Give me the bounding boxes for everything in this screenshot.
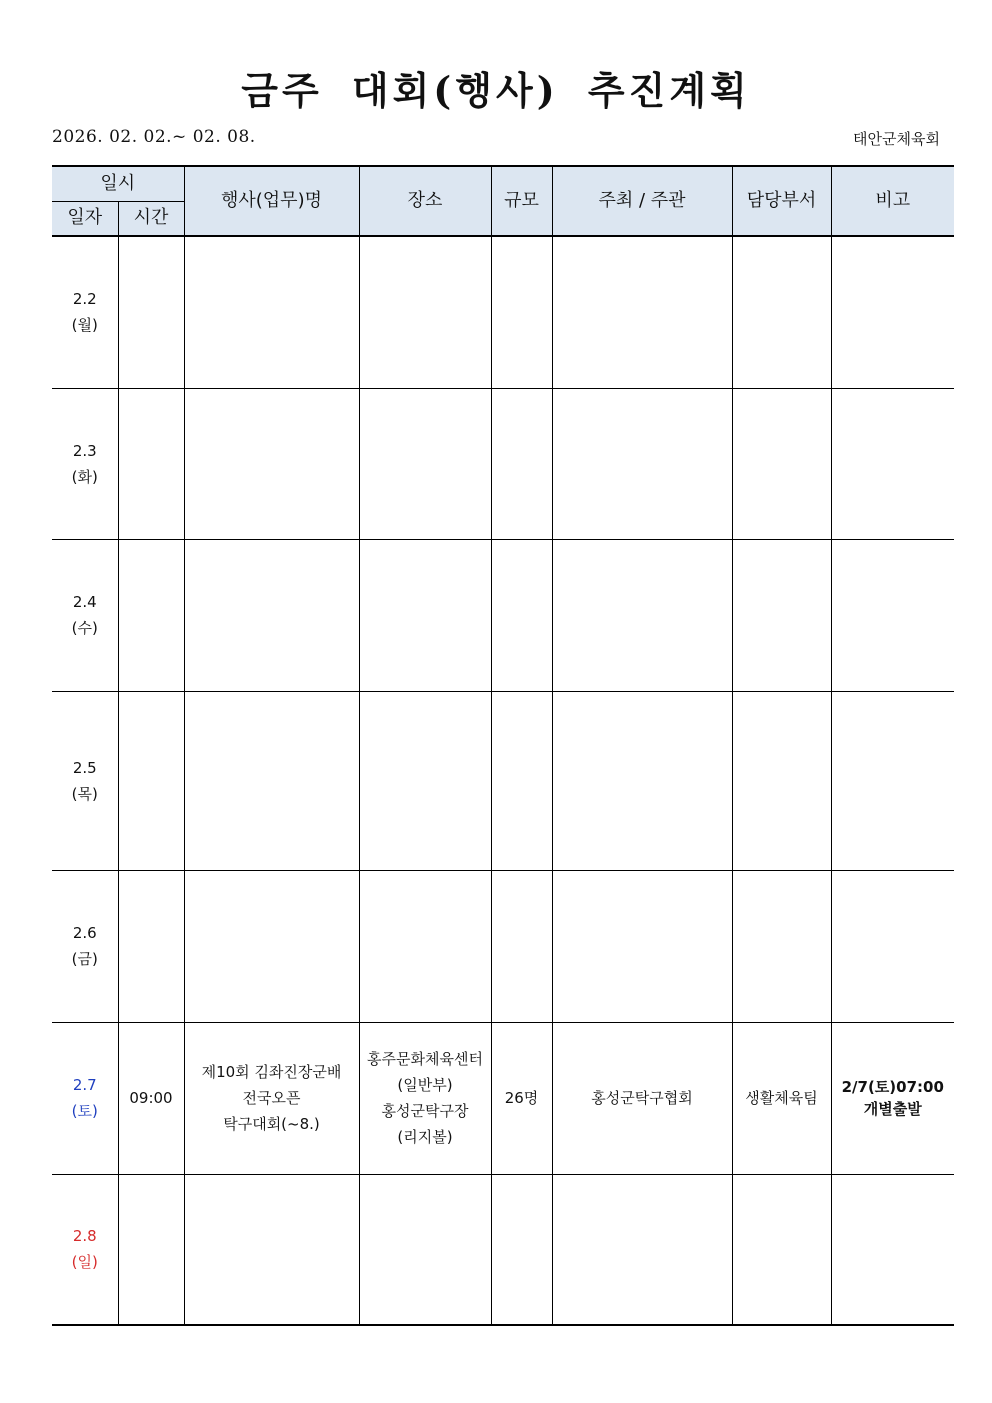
location-cell	[359, 236, 491, 388]
date-cell	[52, 236, 118, 388]
weekday-value: (일)	[71, 1253, 98, 1272]
date-value: 2.2	[72, 290, 97, 309]
time-cell: 09:00	[118, 1022, 184, 1174]
scale-cell	[491, 236, 552, 388]
note-cell	[831, 1174, 954, 1325]
header-scale: 규모	[491, 166, 552, 236]
weekday-value: (수)	[71, 619, 98, 637]
event-line: 전국오픈	[242, 1089, 301, 1107]
department-cell	[732, 691, 831, 870]
table-row	[52, 1174, 954, 1325]
event-cell	[184, 539, 359, 691]
note-line: 개별출발	[863, 1100, 922, 1118]
host-cell	[552, 1174, 732, 1325]
event-cell	[184, 1174, 359, 1325]
date-cell	[52, 388, 118, 539]
scale-cell	[491, 388, 552, 539]
note-cell	[831, 1022, 954, 1174]
note-line: 2/7(토)07:00	[841, 1078, 944, 1096]
location-line: (일반부)	[397, 1076, 453, 1094]
weekday-value: (금)	[71, 950, 98, 968]
location-cell	[359, 1174, 491, 1325]
date-value: 2.3	[72, 441, 97, 460]
event-cell	[184, 691, 359, 870]
weekday-value: (토)	[71, 1102, 98, 1120]
department-cell	[732, 388, 831, 539]
department-cell	[732, 236, 831, 388]
note-cell	[831, 539, 954, 691]
date-cell	[52, 1174, 118, 1325]
event-cell	[184, 236, 359, 388]
time-cell	[118, 691, 184, 870]
host-cell	[552, 388, 732, 539]
table-row	[52, 1022, 954, 1174]
location-cell	[359, 870, 491, 1022]
weekday-value: (목)	[71, 784, 98, 803]
location-line: (리지볼)	[397, 1128, 453, 1146]
header-datetime: 일시	[52, 166, 184, 201]
note-cell	[831, 870, 954, 1022]
event-line: 탁구대회(~8.)	[223, 1115, 320, 1133]
location-line: 홍주문화체육센터	[367, 1050, 483, 1068]
organization-name: 태안군체육회	[853, 130, 940, 148]
location-cell	[359, 388, 491, 539]
table-row	[52, 691, 954, 870]
date-value: 2.8	[72, 1227, 97, 1246]
department-cell: 생활체육팀	[732, 1022, 831, 1174]
date-cell	[52, 539, 118, 691]
host-cell	[552, 236, 732, 388]
location-cell	[359, 1022, 491, 1174]
header-location: 장소	[359, 166, 491, 236]
scale-cell	[491, 691, 552, 870]
note-cell	[831, 388, 954, 539]
date-cell	[52, 870, 118, 1022]
host-cell	[552, 870, 732, 1022]
scale-cell	[491, 1174, 552, 1325]
time-cell	[118, 870, 184, 1022]
event-cell	[184, 1022, 359, 1174]
note-cell	[831, 236, 954, 388]
location-line: 홍성군탁구장	[381, 1102, 469, 1120]
weekday-value: (화)	[71, 467, 98, 486]
host-cell	[552, 691, 732, 870]
event-cell	[184, 870, 359, 1022]
date-range: 2026. 02. 02.~ 02. 08.	[52, 127, 256, 147]
date-cell	[52, 1022, 118, 1174]
time-cell	[118, 1174, 184, 1325]
table-row	[52, 870, 954, 1022]
time-cell	[118, 539, 184, 691]
date-value: 2.5	[72, 758, 97, 777]
schedule-table	[52, 165, 954, 1326]
table-row	[52, 388, 954, 539]
header-note: 비고	[831, 166, 954, 236]
event-cell	[184, 388, 359, 539]
header-date: 일자	[52, 201, 118, 236]
date-value: 2.6	[72, 924, 97, 942]
header-host: 주최 / 주관	[552, 166, 732, 236]
page-title: 금주 대회(행사) 추진계획	[241, 68, 751, 113]
department-cell	[732, 539, 831, 691]
scale-cell	[491, 870, 552, 1022]
host-cell	[552, 539, 732, 691]
scale-cell	[491, 539, 552, 691]
table-row	[52, 539, 954, 691]
table-row	[52, 236, 954, 388]
date-cell	[52, 691, 118, 870]
host-cell: 홍성군탁구협회	[552, 1022, 732, 1174]
weekday-value: (월)	[71, 316, 98, 335]
time-cell	[118, 236, 184, 388]
header-event: 행사(업무)명	[184, 166, 359, 236]
scale-cell: 26명	[491, 1022, 552, 1174]
event-line: 제10회 김좌진장군배	[201, 1063, 342, 1081]
note-cell	[831, 691, 954, 870]
department-cell	[732, 870, 831, 1022]
department-cell	[732, 1174, 831, 1325]
time-cell	[118, 388, 184, 539]
header-time: 시간	[118, 201, 184, 236]
location-cell	[359, 539, 491, 691]
location-cell	[359, 691, 491, 870]
date-value: 2.4	[72, 593, 97, 611]
header-department: 담당부서	[732, 166, 831, 236]
date-value: 2.7	[72, 1076, 97, 1094]
